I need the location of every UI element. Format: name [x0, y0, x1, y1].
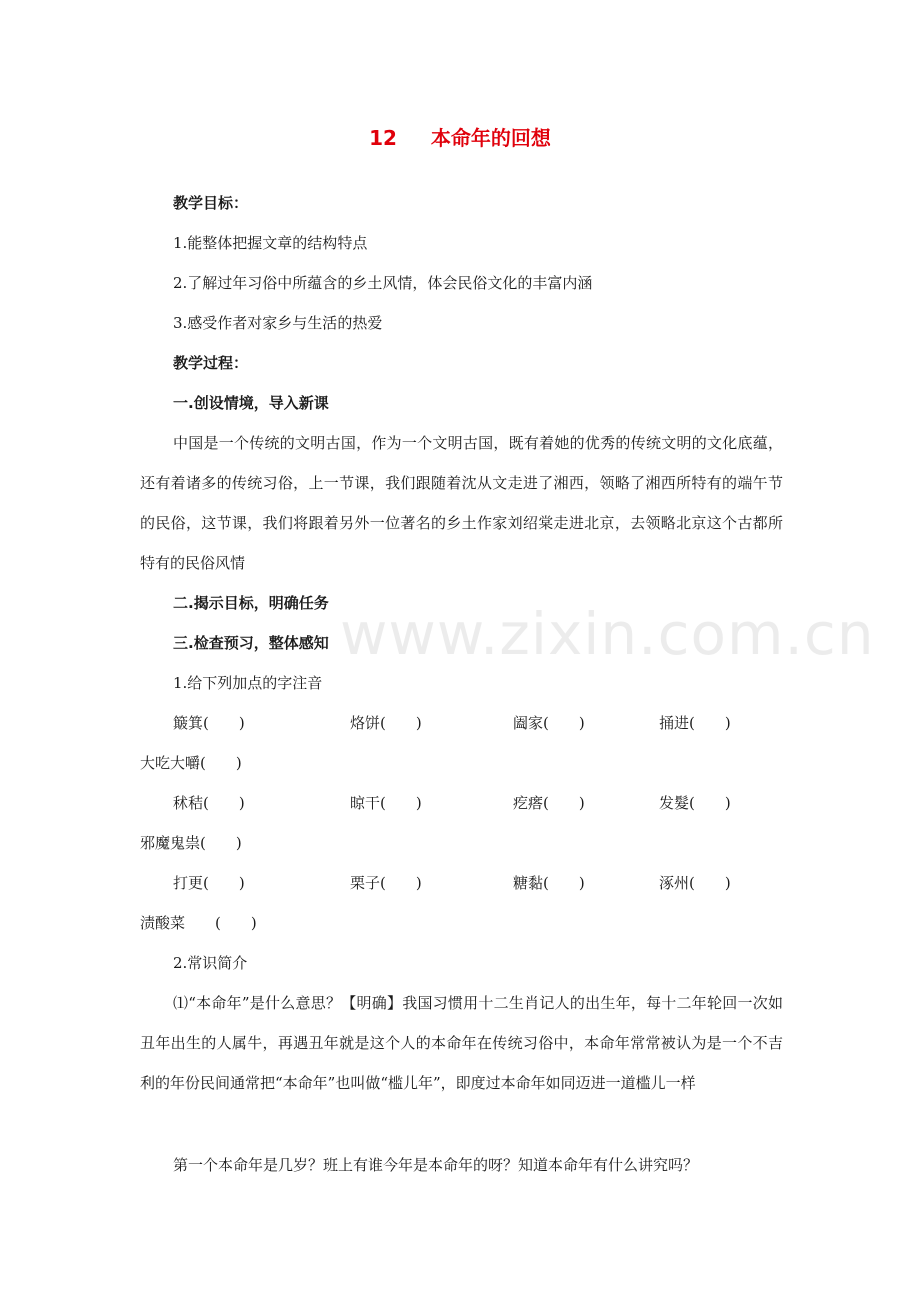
- watermark: www.zixin.com.cn: [340, 600, 875, 668]
- pinyin-item: 邪魔鬼祟( ): [140, 834, 242, 852]
- pinyin-item: 渍酸菜 ( ): [140, 914, 257, 932]
- lesson-number: 12: [369, 126, 397, 150]
- discussion-question: 第一个本命年是几岁？班上有谁今年是本命年的呀？知道本命年有什么讲究吗？: [173, 1156, 699, 1174]
- pinyin-item: 发髮( ): [659, 794, 731, 812]
- pinyin-item: 大吃大嚼( ): [140, 754, 242, 772]
- objectives-heading: 教学目标：: [173, 194, 249, 212]
- pinyin-item: 秫秸( ): [173, 794, 245, 812]
- intro-paragraph: 中国是一个传统的文明古国，作为一个文明古国，既有着她的优秀的传统文明的文化底蕴，还有着诸多的传统习俗，上一节课，我们跟随着沈从文走进了湘西，领略了湘西所特有的端午节的民俗，这节课，我们将跟着另外一位著名的乡土作家刘绍棠走进北京，去领略北京这个古都所特有的民俗风情: [140, 434, 783, 572]
- page-title: [0, 122, 920, 151]
- process-heading: 教学过程：: [173, 354, 249, 372]
- objective-item-1: 1.能整体把握文章的结构特点: [173, 234, 368, 252]
- step1-heading: 一.创设情境，导入新课: [173, 394, 329, 412]
- question-2-title: 2.常识简介: [173, 954, 248, 972]
- pinyin-item: 捅进( ): [659, 714, 731, 732]
- common-knowledge-paragraph: ⑴“本命年”是什么意思？【明确】我国习惯用十二生肖记人的出生年，每十二年轮回一次如丑年出生的人属牛，再遇丑年就是这个人的本命年在传统习俗中，本命年常常被认为是一个不吉利的年份民间通常把“本命年”也叫做“槛儿年”，即度过本命年如同迈进一道槛儿一样: [140, 994, 783, 1092]
- pinyin-item: 栗子( ): [350, 874, 422, 892]
- pinyin-item: 糖黏( ): [513, 874, 585, 892]
- pinyin-item: 簸箕( ): [173, 714, 245, 732]
- lesson-title: 本命年的回想: [430, 126, 551, 150]
- question-1-title: 1.给下列加点的字注音: [173, 674, 323, 692]
- pinyin-item: 晾干( ): [350, 794, 422, 812]
- pinyin-item: 阖家( ): [513, 714, 585, 732]
- step3-heading: 三.检查预习，整体感知: [173, 634, 329, 652]
- pinyin-item: 烙饼( ): [350, 714, 422, 732]
- objective-item-3: 3.感受作者对家乡与生活的热爱: [173, 314, 383, 332]
- pinyin-item: 涿州( ): [659, 874, 731, 892]
- objective-item-2: 2.了解过年习俗中所蕴含的乡土风情，体会民俗文化的丰富内涵: [173, 274, 593, 292]
- step2-heading: 二.揭示目标，明确任务: [173, 594, 329, 612]
- pinyin-item: 打更( ): [173, 874, 245, 892]
- pinyin-item: 疙瘩( ): [513, 794, 585, 812]
